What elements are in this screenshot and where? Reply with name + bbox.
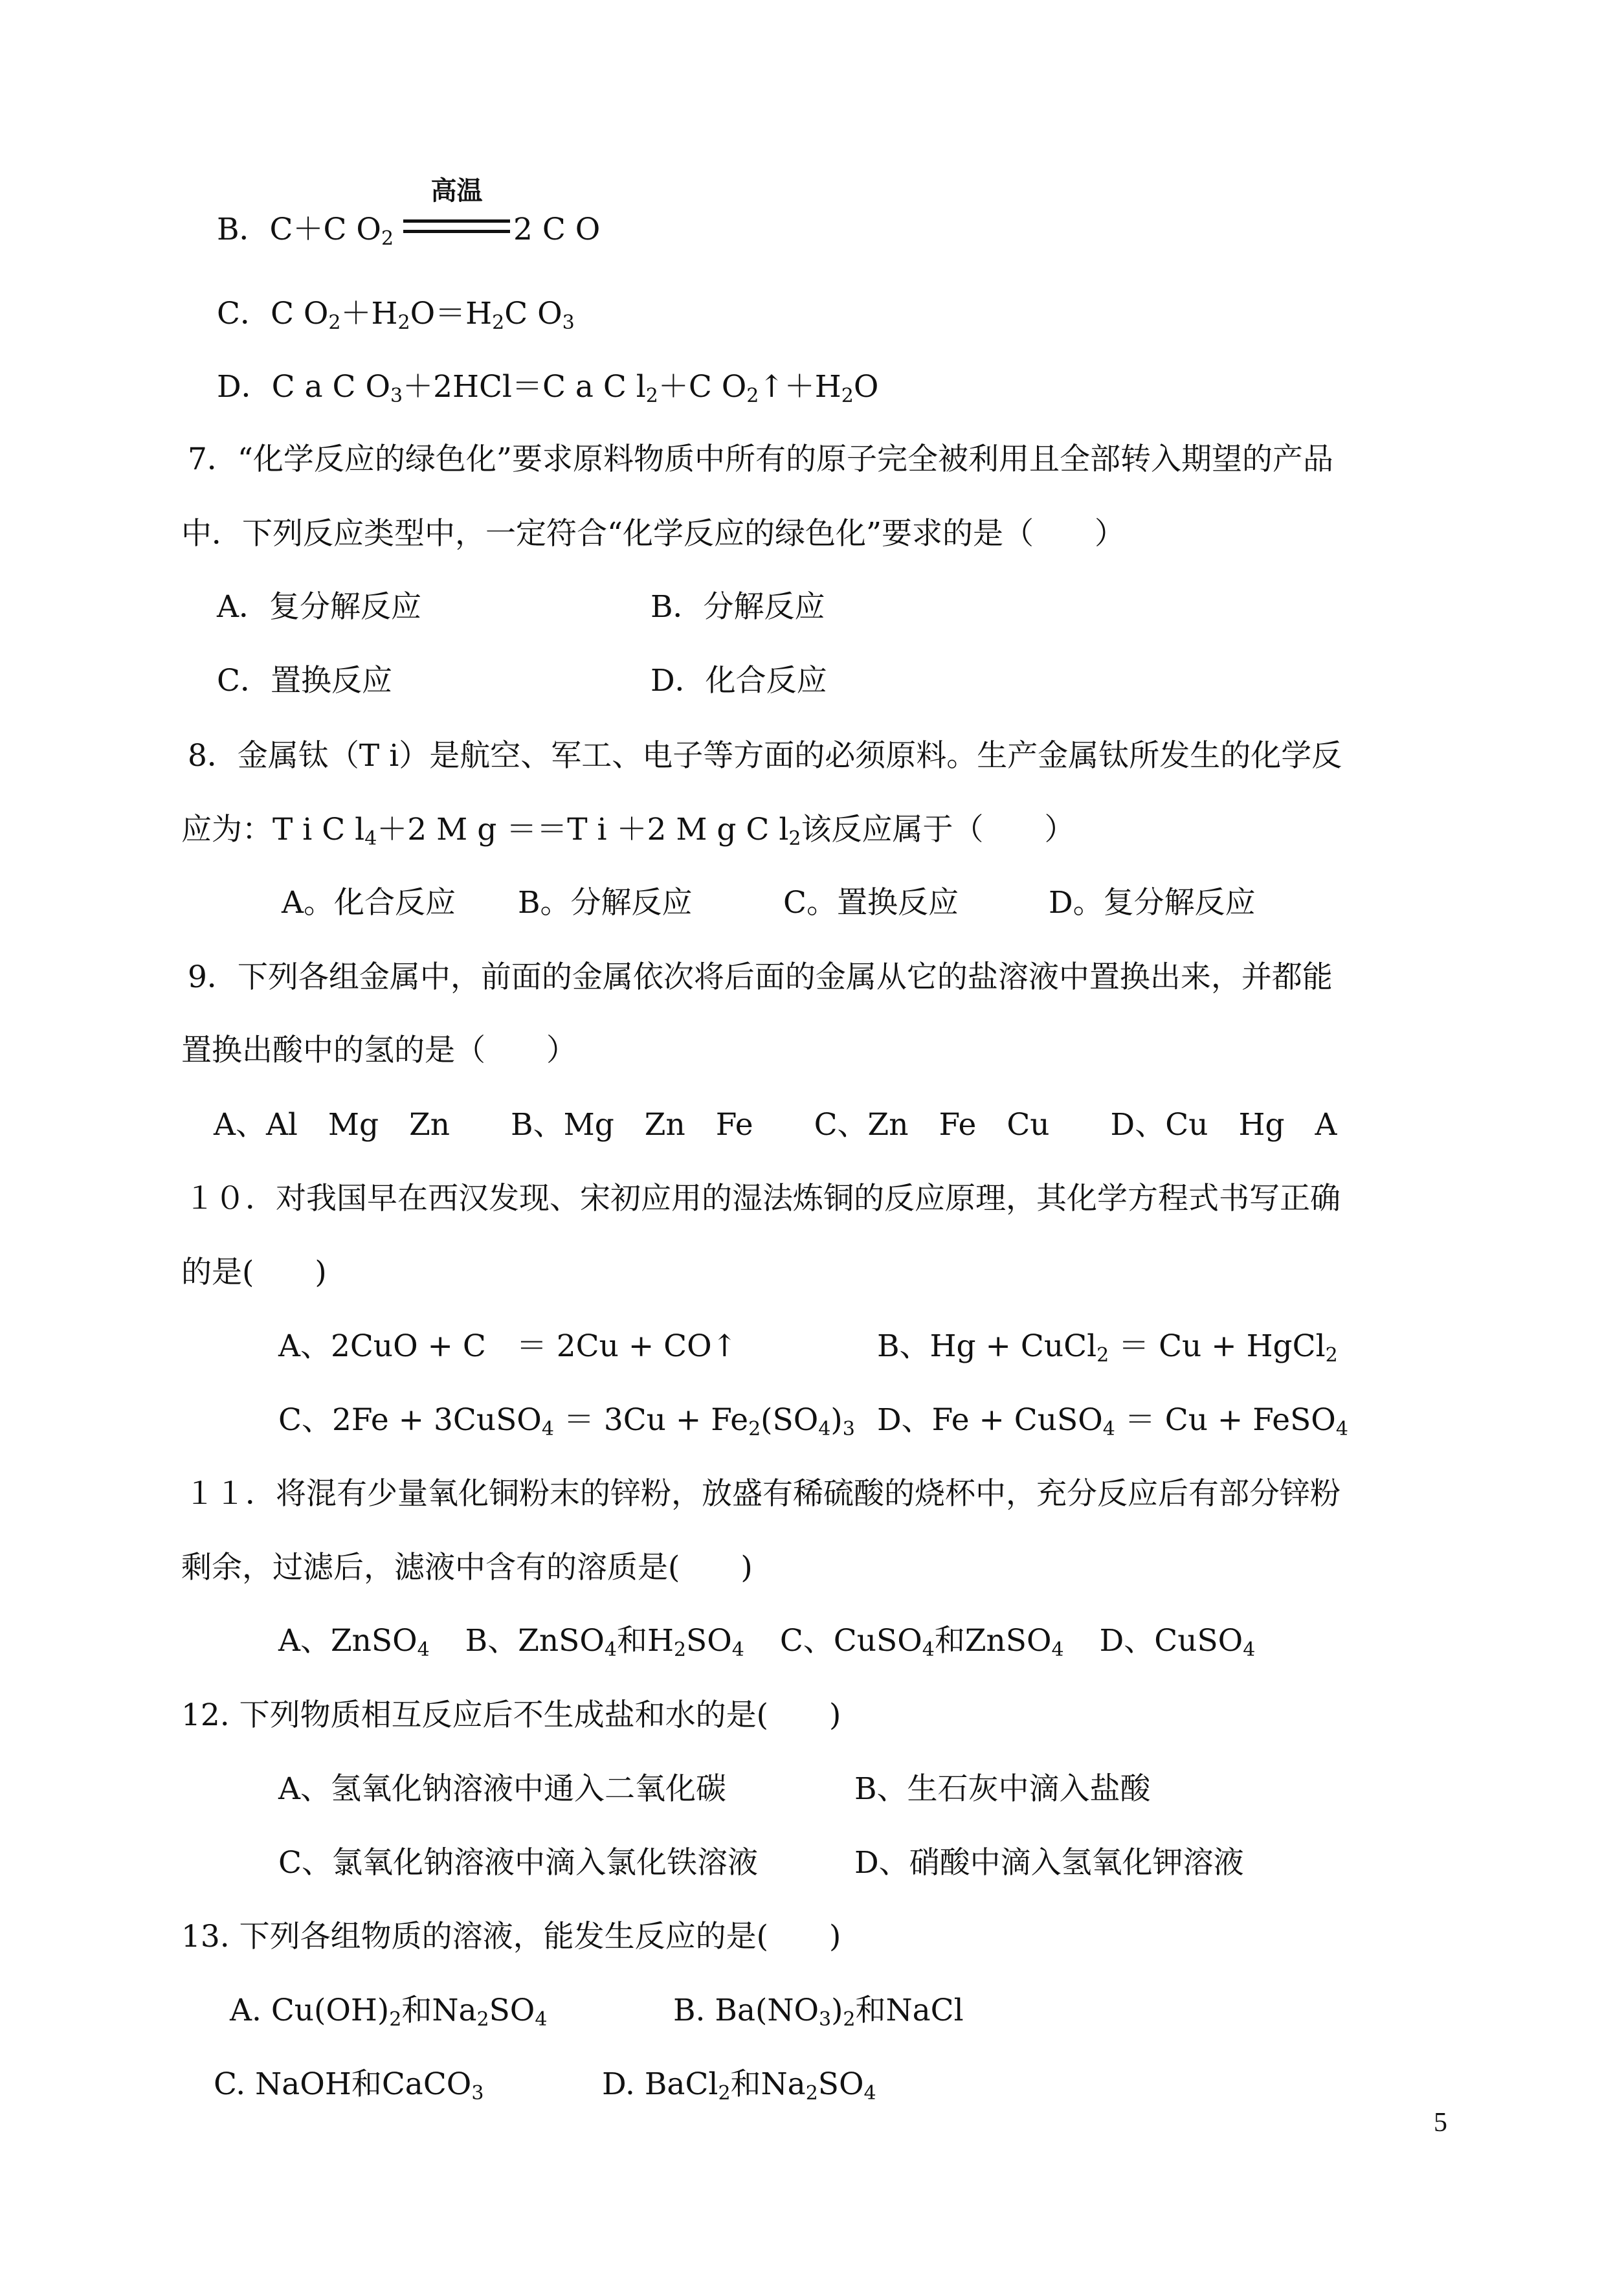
q12-option-b: B、生石灰中滴入盐酸 (854, 1771, 1151, 1807)
q7-option-b: B．分解反应 (651, 589, 825, 625)
q9-text-line2: 置换出酸中的氢的是（ ） (181, 1033, 577, 1068)
q7-option-d: D．化合反应 (651, 663, 827, 699)
q11-text-line1: １１．将混有少量氧化铜粉末的锌粉，放盛有稀硫酸的烧杯中，充分反应后有部分锌粉 (184, 1476, 1340, 1512)
q10-option-b: B、Hg + CuCl$_2$ ＝ Cu + HgCl$_2$ (877, 1328, 1338, 1367)
q7-text-line1: 7．“化学反应的绿色化”要求原料物质中所有的原子完全被利用且全部转入期望的产品 (188, 442, 1333, 477)
q11-option-a: A、ZnSO$_4$ (278, 1623, 430, 1661)
q6-option-c: C．C $O_2+H_2O=H_2C$ $O_3$ (217, 296, 575, 334)
q10-text-line2: 的是( ) (181, 1255, 327, 1290)
q9-options: A、Al Mg Zn B、Mg Zn Fe C、Zn Fe Cu D、Cu Hg A (214, 1107, 1337, 1143)
q6-option-b: B．C＋C $O_2$ 高温 2 C O (217, 210, 600, 249)
q13-option-b: B. $Ba(NO_3)_2$和NaCl (673, 1993, 964, 2031)
q7-option-a: A．复分解反应 (217, 589, 421, 625)
q10-text-line1: １０．对我国早在西汉发现、宋初应用的湿法炼铜的反应原理，其化学方程式书写正确 (184, 1181, 1340, 1216)
q10-option-c: C、2Fe + 3CuSO$_4$ ＝ $3Cu + Fe_2(SO_4)_3$ (278, 1402, 855, 1440)
q7-text-line2: 中．下列反应类型中，一定符合“化学反应的绿色化”要求的是（ ） (181, 516, 1126, 552)
q11-option-d: D、CuSO$_4$ (1099, 1623, 1256, 1661)
q7-option-c: C．置换反应 (217, 663, 392, 699)
q10-option-d: D、Fe + CuSO$_4$ ＝ Cu + FeSO$_4$ (877, 1402, 1348, 1440)
q11-option-b: B、ZnSO$_4$和$H_2SO_4$ (465, 1623, 744, 1661)
q12-text-line1: 12. 下列物质相互反应后不生成盐和水的是( ) (181, 1697, 841, 1733)
q13-option-d: D. BaCl$_2$和$Na_2SO_4$ (602, 2066, 876, 2105)
q8-option-c: C。置换反应 (783, 885, 959, 921)
reaction-condition-arrow (403, 176, 510, 249)
q11-options (278, 1622, 1255, 1661)
q12-option-d: D、硝酸中滴入氢氧化钾溶液 (854, 1845, 1244, 1881)
q13-text-line1: 13. 下列各组物质的溶液，能发生反应的是( ) (181, 1919, 841, 1954)
q12-option-a: A、氢氧化钠溶液中通入二氧化碳 (278, 1771, 726, 1807)
q8-option-d: D。复分解反应 (1049, 885, 1256, 921)
q13-option-a: A. $Cu(OH)_2$和$Na_2SO_4$ (230, 1993, 548, 2031)
q8-text-line2: 应为：T i C $l_4+2$ M g ＝＝T i ＋2 M g C $l_2$该反应属于（ ） (181, 812, 1075, 850)
q11-text-line2: 剩余，过滤后，滤液中含有的溶质是( ) (181, 1550, 753, 1585)
q12-option-c: C、氯氧化钠溶液中滴入氯化铁溶液 (278, 1845, 758, 1881)
condition-label: 高温 (430, 176, 483, 206)
q13-option-c: C. NaOH和CaCO$_3$ (214, 2066, 484, 2105)
q11-option-c: C、CuSO$_4$和ZnSO$_4$ (779, 1623, 1064, 1661)
q6-option-d: D．C a C $O_3+2HCl=C$ a C $l_2+C$ $O_2↑+H_2O$ (217, 369, 879, 407)
page-number: 5 (1434, 2108, 1447, 2138)
q10-option-a: A、2CuO + C ＝ 2Cu + CO↑ (278, 1328, 738, 1364)
q8-option-b: B。分解反应 (518, 885, 693, 921)
q8-option-a: A。化合反应 (282, 885, 456, 921)
q8-text-line1: 8．金属钛（T i）是航空、军工、电子等方面的必须原料。生产金属钛所发生的化学反 (188, 738, 1342, 774)
q9-text-line1: 9．下列各组金属中，前面的金属依次将后面的金属从它的盐溶液中置换出来，并都能 (188, 959, 1333, 995)
